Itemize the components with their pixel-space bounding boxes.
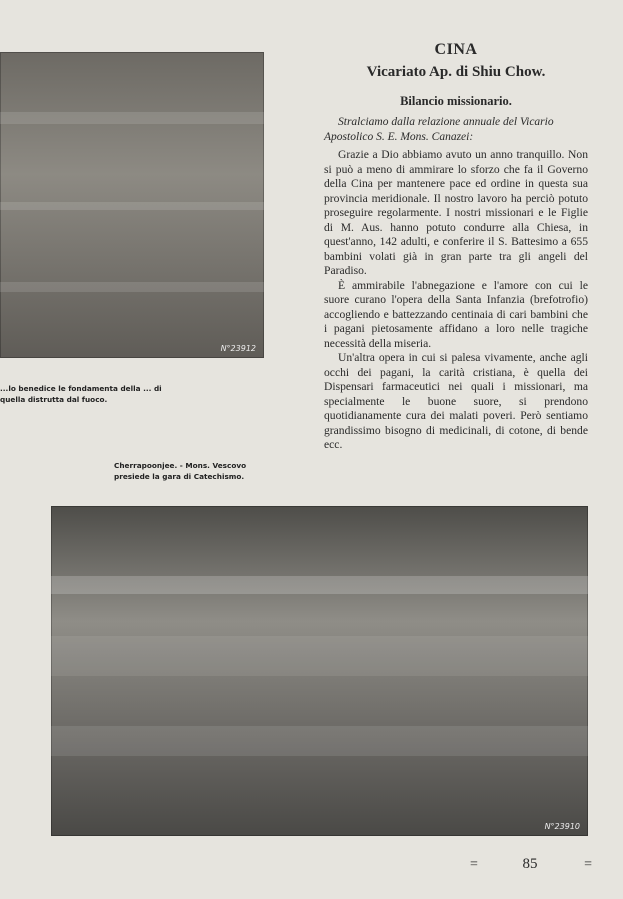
caption-foundation: ...lo benedice le fondamenta della ... di quella distrutta dal fuoco. bbox=[0, 384, 162, 404]
section-heading: Bilancio missionario. bbox=[400, 94, 512, 108]
page-footer bbox=[470, 856, 590, 873]
footer-ornament-left: = bbox=[470, 856, 476, 872]
article-intro: Stralciamo dalla relazione annuale del Vicario Apostolico S. E. Mons. Canazei: bbox=[324, 116, 554, 143]
article-paragraph: Un'altra opera in cui si palesa vivamente, anche agli occhi dei pagani, la carità cristiana, è quella dei Dispensari farmaceutici nei quali i missionari, ma specialmente le buone suore, si prendono quotidianamente cura dei malati poveri. Però sentiamo grandissimo bisogno di medicinali, di cotone, di bende ecc. bbox=[324, 351, 588, 451]
photo-number: N°23910 bbox=[544, 822, 580, 831]
footer-ornament-right: = bbox=[584, 856, 590, 872]
article-subtitle: Vicariato Ap. di Shiu Chow. bbox=[366, 64, 546, 80]
article-cina bbox=[324, 40, 588, 453]
article-title: CINA bbox=[434, 41, 478, 58]
caption-cherrapoonjee: Cherrapoonjee. - Mons. Vescovo presiede la gara di Catechismo. bbox=[114, 461, 247, 481]
page-number: 85 bbox=[522, 856, 538, 872]
photo-catechism-contest bbox=[51, 506, 588, 836]
photo-number: N°23912 bbox=[220, 344, 256, 353]
article-paragraph: È ammirabile l'abnegazione e l'amore con cui le suore curano l'opera della Santa Infanzia (brefotrofio) accogliendo e battezzando centinaia di cari bambini che i pagani pietosamente affidano a loro nelle tragiche necessità della miseria. bbox=[324, 278, 588, 350]
photo-foundation-blessing bbox=[0, 52, 264, 358]
article-paragraph: Grazie a Dio abbiamo avuto un anno tranquillo. Non si può a meno di ammirare lo sforzo che fa il Governo della Cina per mantenere pace ed ordine in questa sua provincia meridionale. Il nostro lavoro ha perciò potuto proseguire regolarmente. I nostri missionari e le Figlie di M. Aus. hanno potuto condurre alla Chiesa, in quest'anno, 142 adulti, e conferire il S. Battesimo a 655 bambini volati già in gran parte tra gli angeli del Paradiso. bbox=[324, 148, 588, 277]
